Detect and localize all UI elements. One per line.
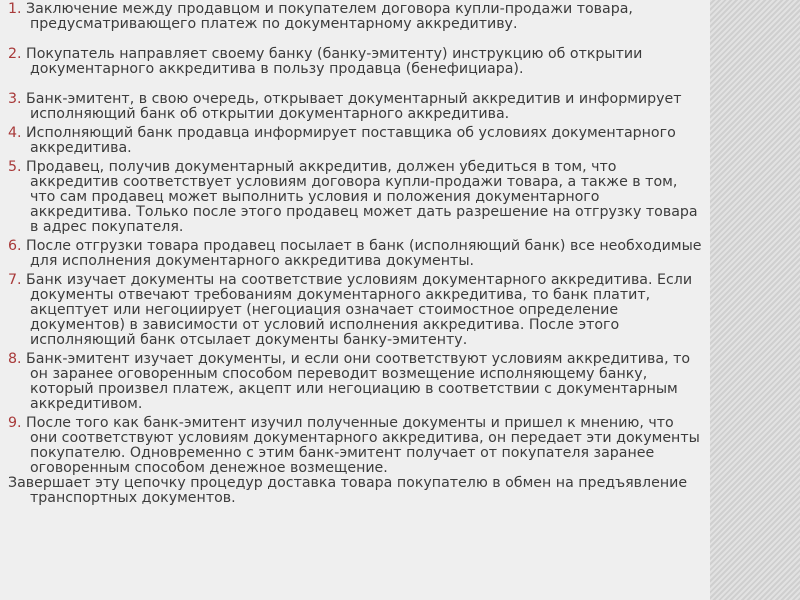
list-item [8,2,703,32]
slide-content [8,2,703,506]
item-number: 6. [8,238,22,254]
item-number: 5. [8,159,22,175]
item-number: 7. [8,272,22,288]
item-text: После того как банк-эмитент изучил полученные документы и пришел к мнению, что они соответствуют условиям документарного аккредитива, он передает эти документы покупателю. Одновременно с этим банк-эмитент получает от покупателя заранее оговоренным способом денежное возмещение. [21,415,700,476]
item-number: 3. [8,91,22,107]
list-item [8,239,703,269]
item-text: Продавец, получив документарный аккредитив, должен убедиться в том, что аккредитив соответствует условиям договора купли-продажи товара, а также в том, что сам продавец может выполнить условия и положения документарного аккредитива. Только после этого продавец может дать разрешение на отгрузку товара в адрес покупателя. [21,159,698,235]
list-item [8,92,703,122]
conclusion-text: Завершает эту цепочку процедур доставка товара покупателю в обмен на предъявление транспортных документов. [8,475,688,506]
list-item [8,47,703,77]
item-text: Исполняющий банк продавца информирует поставщика об условиях документарного аккредитива. [21,125,676,156]
item-number: 9. [8,415,22,431]
item-text: Банк изучает документы на соответствие условиям документарного аккредитива. Если документы отвечают требованиям документарного аккредитива, то банк платит, акцептует или негоциирует (негоциация означает стоимостное определение документов) в зависимости от условий исполнения аккредитива. После этого исполняющий банк отсылает документы банку-эмитенту. [21,272,693,348]
item-text: Банк-эмитент изучает документы, и если они соответствуют условиям аккредитива, то он заранее оговоренным способом переводит возмещение исполняющему банку, который произвел платеж, акцепт или негоциацию в соответствии с документарным аккредитивом. [21,351,691,412]
item-number: 4. [8,125,22,141]
item-text: Заключение между продавцом и покупателем договора купли-продажи товара, предусматривающего платеж по документарному аккредитиву. [21,1,633,32]
item-text: После отгрузки товара продавец посылает в банк (исполняющий банк) все необходимые для исполнения документарного аккредитива документы. [21,238,702,269]
list-item [8,160,703,235]
item-text: Банк-эмитент, в свою очередь, открывает документарный аккредитив и информирует исполняющий банк об открытии документарного аккредитива. [21,91,682,122]
item-text: Покупатель направляет своему банку (банку-эмитенту) инструкцию об открытии документарного аккредитива в пользу продавца (бенефициара). [21,46,643,77]
decorative-stripe [710,0,800,600]
item-number: 2. [8,46,22,62]
list-item [8,352,703,412]
item-number: 1. [8,1,22,17]
list-item [8,273,703,348]
item-number: 8. [8,351,22,367]
list-item [8,126,703,156]
list-item [8,416,703,476]
